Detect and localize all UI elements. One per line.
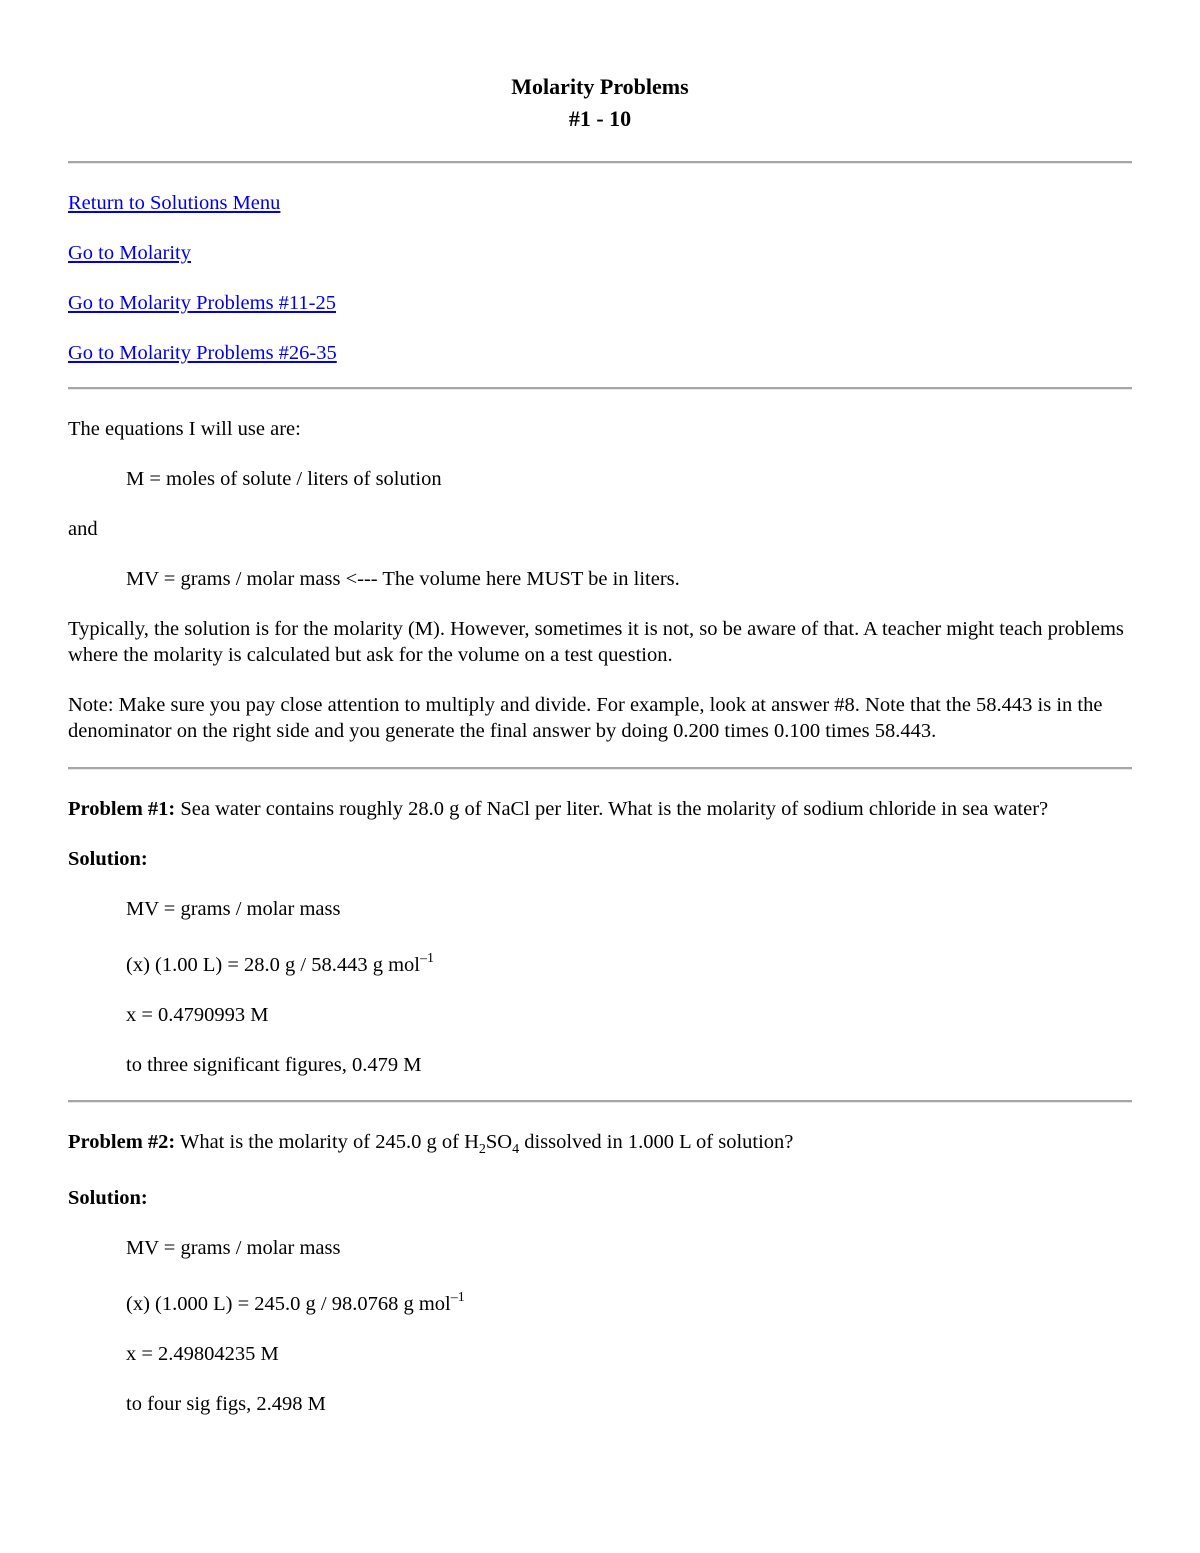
- problem-2-line-1: MV = grams / molar mass: [126, 1237, 341, 1259]
- page-subtitle: #1 - 10: [568, 106, 632, 131]
- go-to-problems-11-25-link[interactable]: Go to Molarity Problems #11-25: [68, 292, 337, 314]
- problem-1-line-4: to three significant figures, 0.479 M: [126, 1054, 422, 1076]
- problem-2-line-4: to four sig figs, 2.498 M: [126, 1393, 326, 1415]
- exponent: –1: [419, 951, 434, 966]
- problem-1-label: Problem #1:: [68, 798, 176, 820]
- problem-2-text: What is the molarity of 245.0 g of H: [175, 1131, 479, 1153]
- nav-link-problems-11-25: [68, 290, 1132, 316]
- problem-2-text: dissolved in 1.000 L of solution?: [519, 1131, 794, 1153]
- equation-molarity: M = moles of solute / liters of solution: [126, 468, 442, 490]
- problem-1-line-2: [68, 952, 1132, 978]
- page-title: Molarity Problems: [511, 74, 689, 99]
- problem-2-label: Problem #2:: [68, 1131, 176, 1153]
- problem-2-statement: [68, 1129, 1132, 1155]
- nav-link-solutions-menu: [68, 190, 1132, 216]
- intro-and: and: [68, 518, 98, 540]
- problem-2-line-3: x = 2.49804235 M: [126, 1343, 279, 1365]
- problem-1-line-3: x = 0.4790993 M: [126, 1004, 269, 1026]
- intro-paragraph: Typically, the solution is for the molarity (M). However, sometimes it is not, so be aware of that. A teacher might teach problems where the molarity is calculated but ask for the volume on a test question.: [68, 618, 1124, 666]
- subscript: 4: [512, 1142, 520, 1157]
- problem-1-line-2-text: (x) (1.00 L) = 28.0 g / 58.443 g mol: [126, 954, 420, 976]
- document-page: [68, 68, 1132, 1417]
- go-to-molarity-link[interactable]: Go to Molarity: [68, 242, 191, 264]
- problem-1-line-1: MV = grams / molar mass: [126, 898, 341, 920]
- problem-1-statement: [68, 796, 1132, 822]
- nav-link-molarity: [68, 240, 1132, 266]
- go-to-problems-26-35-link[interactable]: Go to Molarity Problems #26-35: [68, 342, 337, 364]
- problem-2-line-2: [68, 1291, 1132, 1317]
- problem-2-line-2-text: (x) (1.000 L) = 245.0 g / 98.0768 g mol: [126, 1293, 451, 1315]
- divider: [68, 161, 1132, 164]
- divider: [68, 1100, 1132, 1103]
- problem-1-solution-label: Solution:: [68, 848, 148, 870]
- divider: [68, 387, 1132, 390]
- return-to-solutions-menu-link[interactable]: Return to Solutions Menu: [68, 192, 281, 214]
- exponent: –1: [450, 1290, 465, 1305]
- note-paragraph: Note: Make sure you pay close attention to multiply and divide. For example, look at answer #8. Note that the 58.443 is in the denominator on the right side and you generate the final answer by doing 0.200 times 0.100 times 58.443.: [68, 694, 1103, 742]
- subscript: 2: [478, 1142, 486, 1157]
- problem-1-text: Sea water contains roughly 28.0 g of NaCl per liter. What is the molarity of sodium chloride in sea water?: [175, 798, 1049, 820]
- problem-2-text: SO: [485, 1131, 513, 1153]
- nav-link-problems-26-35: [68, 340, 1132, 366]
- divider: [68, 767, 1132, 770]
- equation-mv: MV = grams / molar mass <--- The volume here MUST be in liters.: [126, 568, 680, 590]
- intro-lead: The equations I will use are:: [68, 418, 301, 440]
- problem-2-solution-label: Solution:: [68, 1187, 148, 1209]
